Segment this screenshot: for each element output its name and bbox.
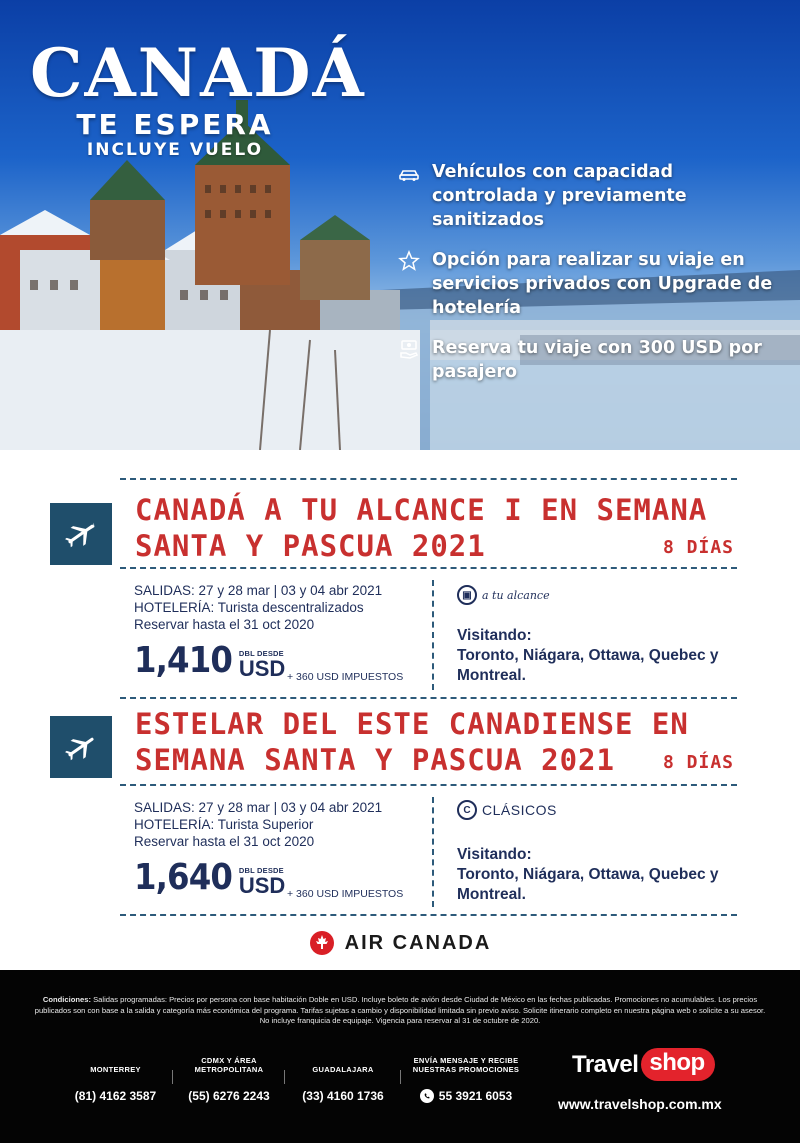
divider <box>120 697 737 699</box>
logo-text-a: Travel <box>572 1050 639 1078</box>
plane-icon-box <box>50 503 112 565</box>
price-value: 1,410 <box>134 640 232 681</box>
feature-text: Opción para realizar su viaje en servicios privados con Upgrade de hotelería <box>432 250 773 318</box>
feature-item <box>398 248 778 320</box>
visit-label: Visitando: <box>457 627 532 644</box>
feature-item <box>398 160 778 232</box>
vertical-divider <box>432 580 434 690</box>
whatsapp-icon <box>420 1089 434 1103</box>
plane-icon-box <box>50 716 112 778</box>
hero-banner <box>0 0 800 450</box>
reserve-deadline: Reservar hasta el 31 oct 2020 <box>134 834 315 849</box>
office-name: MONTERREY <box>90 1065 141 1074</box>
office-phone[interactable]: (81) 4162 3587 <box>74 1089 157 1103</box>
office-item <box>285 1056 401 1103</box>
hero-title-block <box>30 34 366 160</box>
divider <box>120 784 737 786</box>
brand-badge <box>457 585 550 605</box>
hero-title: CANADÁ <box>30 34 366 112</box>
visit-block <box>457 626 757 686</box>
price-note: DBL DESDE <box>238 865 284 875</box>
taxes-note: + 360 USD IMPUESTOS <box>287 888 404 900</box>
departures-label: SALIDAS: <box>134 583 195 598</box>
package-days: 8 DÍAS <box>662 537 734 558</box>
visit-cities: Toronto, Niágara, Ottawa, Quebec y Montreal. <box>457 866 719 903</box>
classics-logo-icon: C <box>457 800 477 820</box>
vertical-divider <box>432 797 434 907</box>
website-link[interactable]: www.travelshop.com.mx <box>558 1096 722 1112</box>
price-block <box>134 642 285 680</box>
office-list <box>58 1056 531 1103</box>
brand-name: a tu alcance <box>482 588 550 602</box>
features-list <box>398 160 778 400</box>
price-block <box>134 859 285 897</box>
price-value: 1,640 <box>134 857 232 898</box>
price-currency: USD <box>238 656 286 681</box>
office-name: ENVÍA MENSAJE Y RECIBE NUESTRAS PROMOCIONES <box>412 1056 520 1074</box>
hotel-label: HOTELERÍA: <box>134 817 215 832</box>
office-name: GUADALAJARA <box>312 1065 374 1074</box>
hotel-value: Turista Superior <box>217 817 314 832</box>
divider <box>120 567 737 569</box>
star-icon <box>398 250 420 272</box>
feature-text: Reserva tu viaje con 300 USD por pasajero <box>432 338 762 382</box>
departures-value: 27 y 28 mar | 03 y 04 abr 2021 <box>198 800 383 815</box>
conditions-text <box>30 995 770 1027</box>
hero-subtitle: TE ESPERA <box>76 108 274 141</box>
office-phone[interactable]: (55) 6276 2243 <box>188 1089 270 1103</box>
package-title: CANADÁ A TU ALCANCE I EN SEMANA SANTA Y PASCUA 2021 <box>135 493 708 563</box>
brand-badge <box>457 800 557 820</box>
package-days: 8 DÍAS <box>662 752 734 773</box>
wallet-icon: ▣ <box>457 585 477 605</box>
conditions-label: Condiciones: <box>42 995 91 1004</box>
money-hand-icon <box>398 338 420 360</box>
departures-label: SALIDAS: <box>134 800 195 815</box>
plane-icon <box>62 728 100 766</box>
price-note: DBL DESDE <box>238 648 284 658</box>
office-phone: 55 3921 6053 <box>438 1089 513 1103</box>
airline-logo <box>0 930 800 956</box>
maple-leaf-icon <box>309 930 335 956</box>
office-item <box>58 1056 173 1103</box>
office-name: CDMX Y ÁREA METROPOLITANA <box>194 1056 264 1074</box>
package-details <box>134 582 434 633</box>
divider <box>120 478 737 480</box>
footer <box>0 970 800 1143</box>
divider <box>120 914 737 916</box>
whatsapp-contact[interactable] <box>401 1089 531 1103</box>
package-title: ESTELAR DEL ESTE CANADIENSE EN SEMANA SANTA Y PASCUA 2021 <box>135 707 689 777</box>
plane-icon <box>62 515 100 553</box>
hotel-label: HOTELERÍA: <box>134 600 215 615</box>
feature-text: Vehículos con capacidad controlada y previamente sanitizados <box>432 162 687 230</box>
visit-block <box>457 845 757 905</box>
logo-text-b: shop <box>641 1048 714 1081</box>
office-phone[interactable]: (33) 4160 1736 <box>302 1089 384 1103</box>
reserve-deadline: Reservar hasta el 31 oct 2020 <box>134 617 315 632</box>
price-currency: USD <box>238 873 286 898</box>
hero-tagline: INCLUYE VUELO <box>86 140 264 160</box>
visit-label: Visitando: <box>457 846 532 863</box>
brand-name: CLÁSICOS <box>482 802 557 818</box>
departures-value: 27 y 28 mar | 03 y 04 abr 2021 <box>198 583 383 598</box>
travelshop-logo[interactable] <box>572 1048 715 1081</box>
office-item <box>173 1056 285 1103</box>
feature-item <box>398 336 778 384</box>
hotel-value: Turista descentralizados <box>217 600 364 615</box>
package-details <box>134 799 434 850</box>
airline-name: AIR CANADA <box>344 931 492 954</box>
visit-cities: Toronto, Niágara, Ottawa, Quebec y Montreal. <box>457 647 719 684</box>
conditions-body: Salidas programadas: Precios por persona con base habitación Doble en USD. Incluye boleto de avión desde Ciudad de México en las fechas publicadas. Promociones no acumulables. Los precios publicados son con base a la salida y categoría más económica del programa. Tarifas sujetas a cambio y disponibilidad limitada sin previo aviso. Solicite itinerario completo en nuestra página web o solicite a su asesor. No incluye franquicia de equipaje. Vigencia para reservar al 31 de octubre de 2020. <box>34 995 766 1025</box>
office-item <box>401 1056 531 1103</box>
car-icon <box>398 162 420 184</box>
taxes-note: + 360 USD IMPUESTOS <box>287 671 404 683</box>
